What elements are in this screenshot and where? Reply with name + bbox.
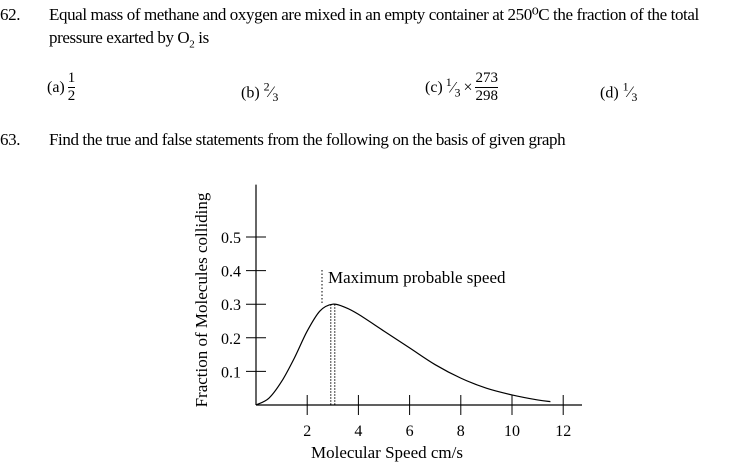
y-tick-label: 0.1: [221, 364, 241, 382]
q62-line1: Equal mass of methane and oxygen are mixed in an empty container at 250⁰C the fraction of the total: [49, 5, 699, 24]
distribution-curve: [256, 304, 550, 405]
option-b-den: 3: [272, 90, 279, 105]
y-axis-label: Fraction of Molecules colliding: [192, 192, 211, 408]
q63-number: 63.: [0, 130, 21, 149]
x-tick-label: 10: [504, 423, 520, 440]
option-a-den: 2: [67, 88, 76, 104]
option-b-fraction: $^2⁄_3$: [263, 80, 279, 105]
option-c-label: (c): [425, 78, 443, 96]
q63-text: Find the true and false statements from the following on the basis of given graph: [49, 130, 566, 149]
x-tick-label: 8: [456, 423, 465, 440]
option-d-num: 1: [622, 80, 629, 94]
y-tick-label: 0.2: [221, 330, 241, 348]
option-d-fraction: $^1⁄_3$: [622, 80, 638, 105]
option-d-den: 3: [631, 90, 638, 105]
q62-line2-sub: 2: [189, 38, 195, 51]
option-a-label: (a): [47, 78, 65, 96]
y-tick-label: 0.5: [221, 230, 241, 247]
option-c-den2: 298: [475, 88, 498, 104]
x-tick-label: 4: [354, 423, 363, 440]
option-a-num: 1: [67, 70, 76, 86]
x-tick-label: 6: [405, 423, 414, 440]
x-axis-label: Molecular Speed cm/s: [310, 443, 464, 462]
y-tick-label: 0.4: [221, 263, 241, 281]
option-c-num: 1: [445, 74, 452, 89]
option-c-fraction1: $^1⁄_3$: [445, 74, 461, 100]
option-c-times: ×: [463, 78, 473, 96]
x-tick-label: 12: [555, 423, 572, 440]
option-b-label: (b): [241, 84, 260, 102]
option-c-den: 3: [454, 85, 461, 100]
option-d-label: (d): [600, 84, 619, 102]
q62-line2-post: is: [194, 28, 209, 47]
option-c-num2: 273: [475, 70, 498, 86]
q62-number: 62.: [0, 5, 21, 24]
option-b-num: 2: [263, 80, 270, 94]
q62-line2-pre: pressure exarted by O: [49, 28, 190, 47]
x-tick-label: 2: [303, 423, 312, 440]
y-tick-label: 0.3: [221, 297, 241, 315]
annotation-label: Maximum probable speed: [328, 268, 506, 287]
